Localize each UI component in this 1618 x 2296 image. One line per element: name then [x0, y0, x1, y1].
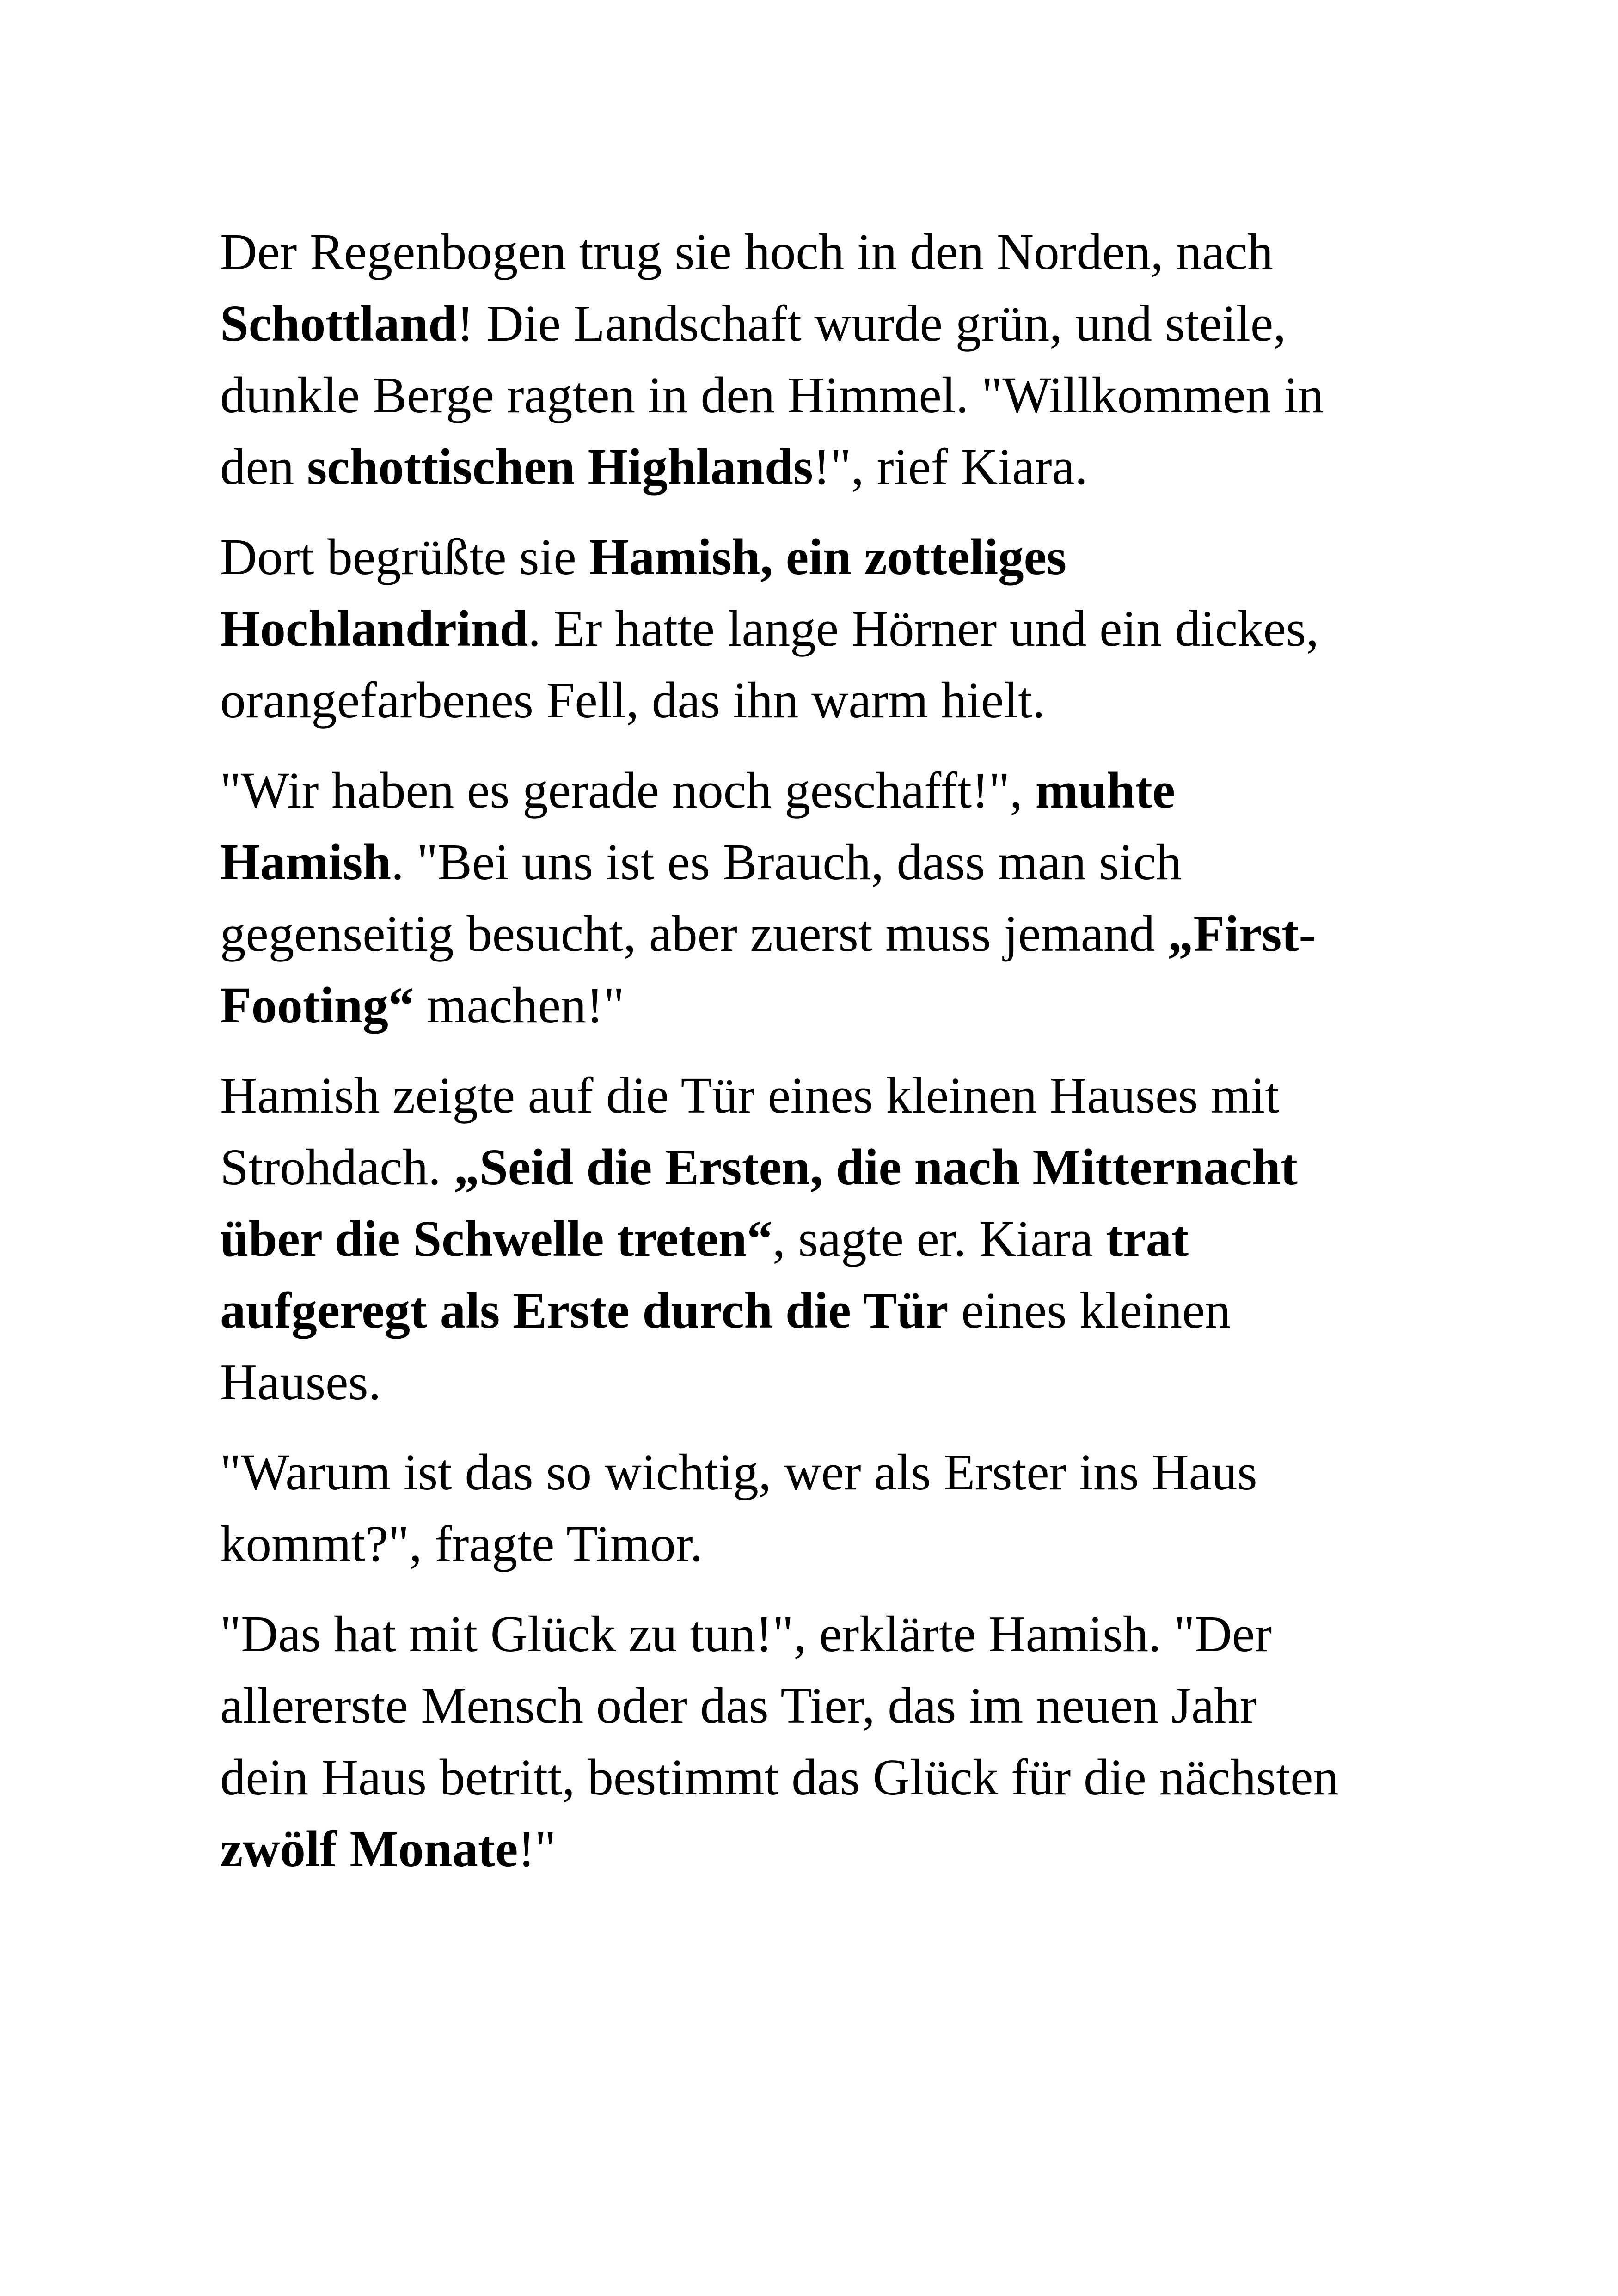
text-run: orangefarbenes Fell, das ihn warm hielt. — [220, 672, 1045, 729]
text-run: . "Bei uns ist es Brauch, dass man sich — [391, 834, 1182, 891]
story-paragraph — [220, 1598, 1422, 1885]
bold-text: schottischen Highlands — [307, 439, 813, 496]
text-run: kommt?", fragte Timor. — [220, 1516, 703, 1573]
story-paragraph — [220, 1437, 1422, 1580]
bold-text: Hochlandrind — [220, 600, 528, 657]
text-run: !", rief Kiara. — [813, 439, 1088, 496]
bold-text: Footing“ — [220, 977, 414, 1034]
text-line — [220, 431, 1422, 503]
text-line — [220, 755, 1422, 827]
text-run: Hamish zeigte auf die Tür eines kleinen Hauses mit — [220, 1067, 1280, 1124]
text-line — [220, 1508, 1422, 1580]
text-line — [220, 1060, 1422, 1132]
text-line — [220, 288, 1422, 360]
text-run: , sagte er. Kiara — [772, 1211, 1106, 1267]
text-run: machen!" — [414, 977, 625, 1034]
text-run: Dort begrüßte sie — [220, 529, 589, 586]
bold-text: Hamish, ein zotteliges — [589, 529, 1067, 586]
bold-text: aufgeregt als Erste durch die Tür — [220, 1282, 949, 1339]
text-line — [220, 1203, 1422, 1275]
text-run: "Warum ist das so wichtig, wer als Erster ins Haus — [220, 1444, 1257, 1501]
text-line — [220, 1275, 1422, 1347]
text-line — [220, 970, 1422, 1041]
bold-text: über die Schwelle treten“ — [220, 1211, 773, 1267]
bold-text: Hamish — [220, 834, 392, 891]
text-line — [220, 1670, 1422, 1742]
text-run: Der Regenbogen trug sie hoch in den Norden, nach — [220, 224, 1273, 281]
bold-text: „First- — [1167, 906, 1316, 962]
story-paragraph — [220, 1060, 1422, 1418]
text-line — [220, 827, 1422, 898]
text-line — [220, 1347, 1422, 1418]
text-line — [220, 1132, 1422, 1203]
text-line — [220, 1437, 1422, 1508]
bold-text: Schottland — [220, 295, 457, 352]
text-run: gegenseitig besucht, aber zuerst muss jemand — [220, 906, 1168, 962]
text-line — [220, 216, 1422, 288]
text-line — [220, 665, 1422, 736]
text-run: . Er hatte lange Hörner und ein dickes, — [528, 600, 1319, 657]
text-run: "Wir haben es gerade noch geschafft!", — [220, 762, 1036, 819]
text-run: Hauses. — [220, 1354, 381, 1411]
story-text — [220, 216, 1422, 1904]
bold-text: zwölf Monate — [220, 1821, 518, 1878]
text-line — [220, 593, 1422, 665]
text-run: Strohdach. — [220, 1139, 454, 1196]
text-run: den — [220, 439, 307, 496]
text-line — [220, 1742, 1422, 1813]
story-paragraph — [220, 755, 1422, 1041]
bold-text: „Seid die Ersten, die nach Mitternacht — [454, 1139, 1298, 1196]
story-paragraph — [220, 521, 1422, 736]
text-run: "Das hat mit Glück zu tun!", erklärte Hamish. "Der — [220, 1606, 1272, 1663]
text-run: dunkle Berge ragten in den Himmel. "Willkommen in — [220, 367, 1324, 424]
text-run: allererste Mensch oder das Tier, das im neuen Jahr — [220, 1678, 1257, 1734]
text-run: dein Haus betritt, bestimmt das Glück für die nächsten — [220, 1749, 1339, 1806]
text-line — [220, 360, 1422, 431]
text-line — [220, 1598, 1422, 1670]
story-paragraph — [220, 216, 1422, 503]
bold-text: muhte — [1035, 762, 1175, 819]
text-line — [220, 898, 1422, 970]
text-run: ! Die Landschaft wurde grün, und steile, — [456, 295, 1286, 352]
text-run: !" — [518, 1821, 556, 1878]
text-line — [220, 1813, 1422, 1885]
text-run: eines kleinen — [948, 1282, 1231, 1339]
bold-text: trat — [1106, 1211, 1189, 1267]
text-line — [220, 521, 1422, 593]
